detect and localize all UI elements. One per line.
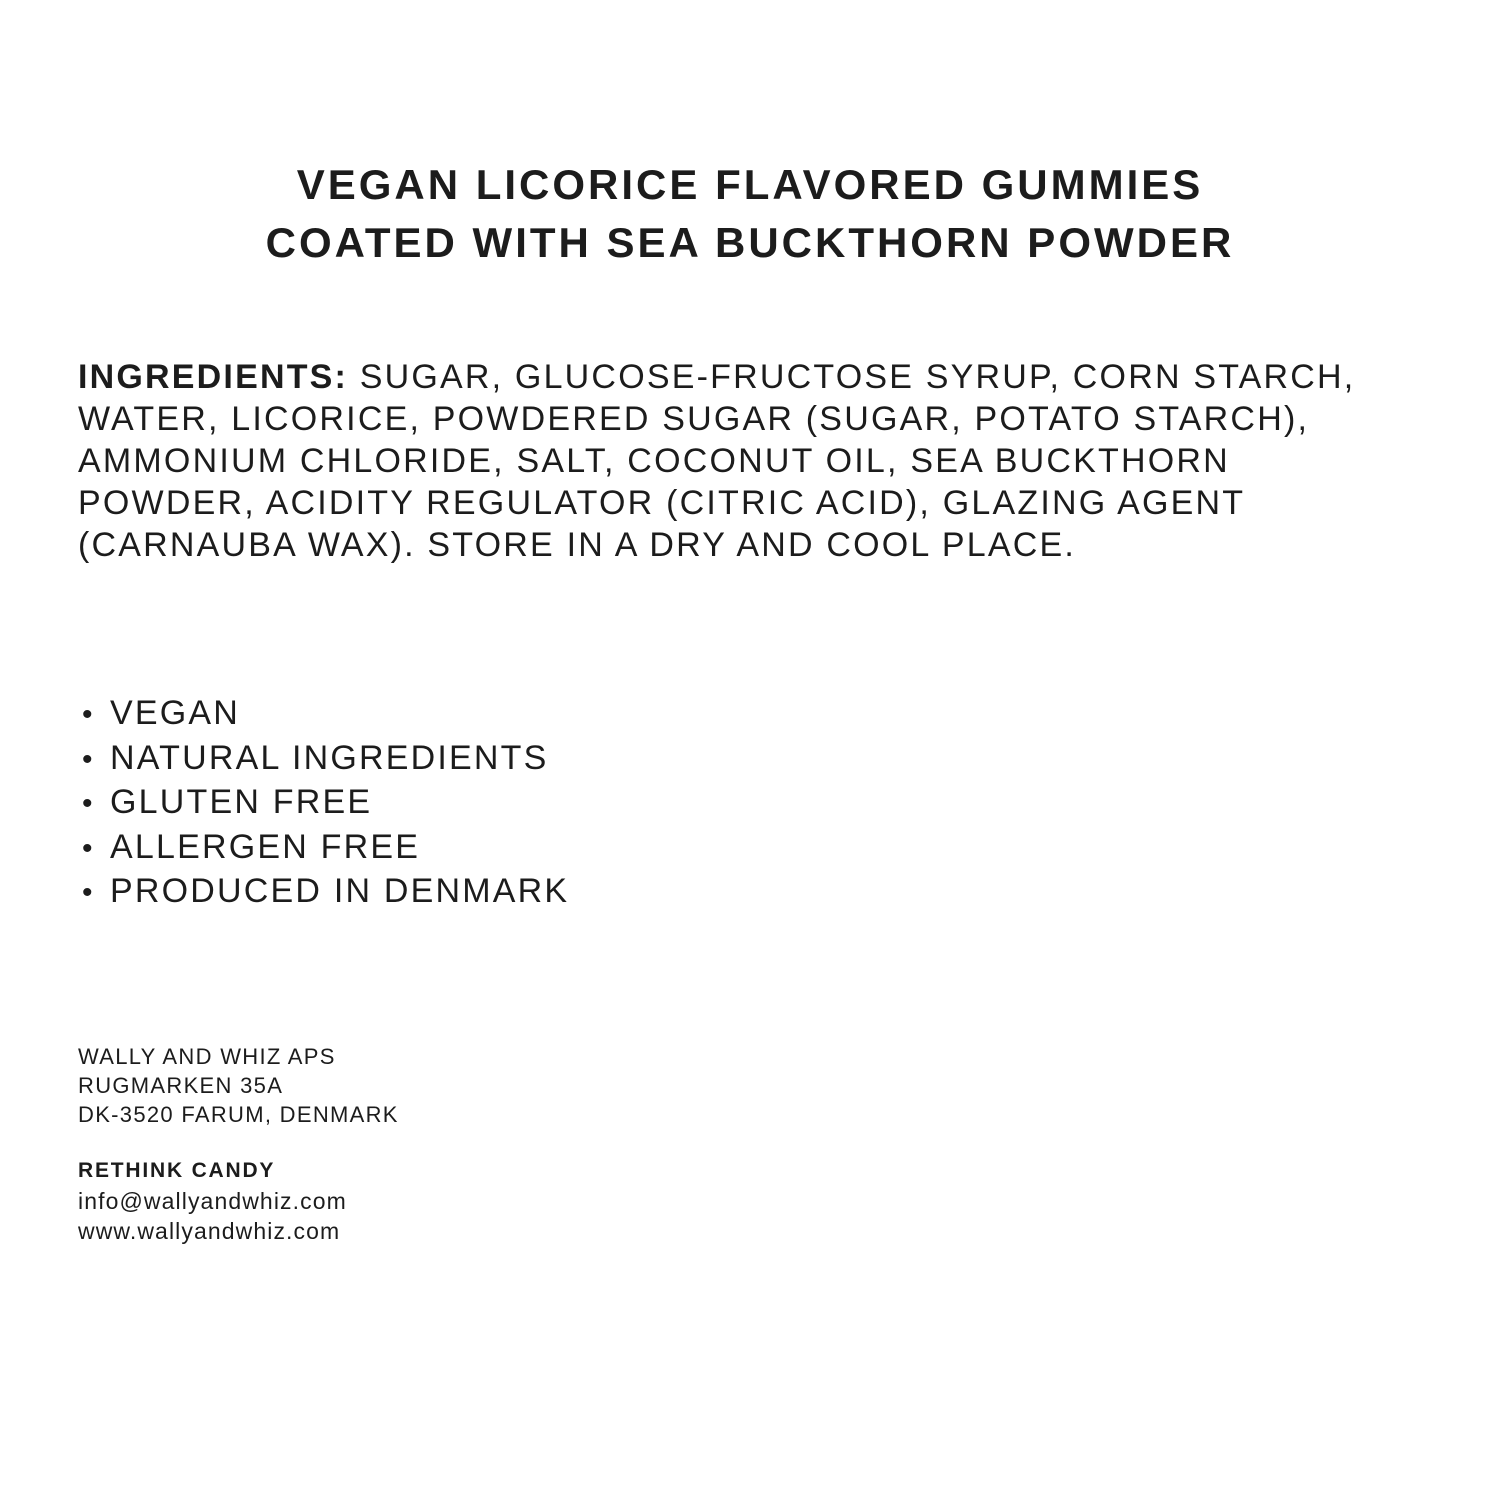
ingredients-line-1-rest: SUGAR, GLUCOSE-FRUCTOSE SYRUP, CORN STARCH, (348, 358, 1356, 396)
ingredients-line: AMMONIUM CHLORIDE, SALT, COCONUT OIL, SEA BUCKTHORN (78, 442, 1230, 480)
feature-item (82, 692, 569, 737)
feature-label: ALLERGEN FREE (110, 827, 421, 866)
features-list (82, 692, 569, 915)
ingredients-label: INGREDIENTS: (78, 358, 349, 396)
bullet-icon: • (82, 742, 93, 776)
ingredients-line: WATER, LICORICE, POWDERED SUGAR (SUGAR, POTATO STARCH), (78, 400, 1310, 438)
bullet-icon: • (82, 698, 93, 731)
bullet-icon: • (82, 787, 93, 820)
address-line-company: WALLY AND WHIZ APS (78, 1044, 336, 1069)
contact-info (78, 1156, 347, 1246)
ingredients-line (78, 356, 1355, 398)
product-title-line-2: COATED WITH SEA BUCKTHORN POWDER (265, 219, 1235, 266)
address-line-city: DK-3520 FARUM, DENMARK (78, 1102, 399, 1127)
product-title (0, 156, 1500, 272)
feature-item (82, 870, 569, 915)
manufacturer-address (78, 1042, 399, 1129)
contact-website: www.wallyandwhiz.com (78, 1218, 341, 1244)
ingredients-line: POWDER, ACIDITY REGULATOR (CITRIC ACID), GLAZING AGENT (78, 484, 1246, 522)
feature-item (82, 781, 569, 826)
feature-label: VEGAN (110, 694, 241, 732)
bullet-icon: • (82, 876, 93, 909)
feature-label: GLUTEN FREE (110, 783, 373, 821)
feature-label: PRODUCED IN DENMARK (110, 872, 570, 910)
ingredients-line: (CARNAUBA WAX). STORE IN A DRY AND COOL PLACE. (78, 526, 1077, 564)
bullet-icon: • (82, 831, 93, 865)
product-title-line-1: VEGAN LICORICE FLAVORED GUMMIES (296, 161, 1204, 208)
brand-tagline: RETHINK CANDY (78, 1159, 276, 1182)
feature-item (82, 737, 569, 782)
feature-label: NATURAL INGREDIENTS (110, 738, 549, 777)
feature-item (82, 826, 569, 871)
contact-email: info@wallyandwhiz.com (78, 1188, 347, 1214)
address-line-street: RUGMARKEN 35A (78, 1073, 284, 1098)
ingredients-paragraph (78, 356, 1355, 566)
